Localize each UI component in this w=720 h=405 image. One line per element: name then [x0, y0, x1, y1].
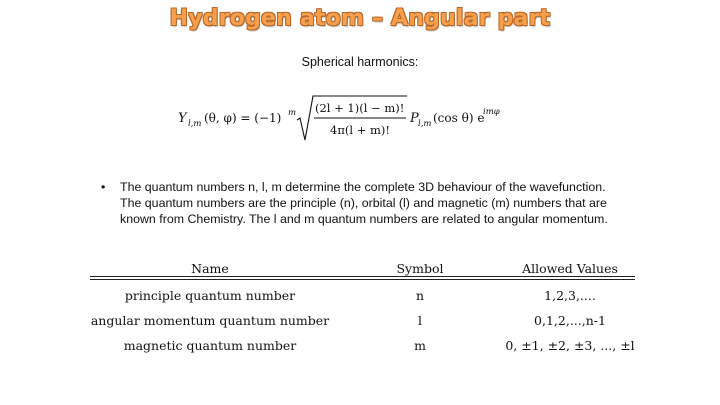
row-symbol: m	[414, 338, 426, 353]
header-allowed-values: Allowed Values	[522, 261, 618, 276]
equation-caption: Spherical harmonics:	[301, 55, 419, 69]
eq-legendre: P	[410, 111, 419, 126]
eq-denominator: 4π(l + m)!	[330, 123, 390, 137]
bullet-line: The quantum numbers n, l, m determine the complete 3D behaviour of the wavefunction.	[120, 180, 606, 194]
header-name: Name	[191, 261, 229, 276]
row-symbol: l	[418, 313, 422, 328]
row-name: principle quantum number	[124, 288, 296, 303]
bullet-line: The quantum numbers are the principle (n), orbital (l) and magnetic (m) numbers that are	[120, 196, 607, 211]
quantum-numbers-bullet	[101, 179, 661, 228]
eq-legendre-sub: l,m	[418, 119, 432, 129]
slide-title: Hydrogen atom – Angular part	[169, 6, 551, 31]
eq-lhs-sub: l,m	[188, 119, 202, 129]
eq-lhs-args: (θ, φ) = (−1)	[204, 111, 282, 125]
header-symbol: Symbol	[396, 261, 444, 276]
table-row	[90, 333, 635, 358]
eq-sign-exp: m	[288, 108, 297, 118]
row-values: 0, ±1, ±2, ±3, ..., ±l	[505, 338, 635, 353]
eq-exp: imφ	[483, 107, 500, 117]
eq-legendre-arg: (cos θ) e	[433, 111, 485, 125]
eq-numerator: (2l + 1)(l − m)!	[315, 101, 405, 115]
row-symbol: n	[415, 288, 425, 303]
eq-lhs: Y	[178, 111, 187, 126]
row-values: 0,1,2,...,n-1	[534, 313, 606, 328]
spherical-harmonics-equation	[178, 82, 508, 152]
row-name: magnetic quantum number	[123, 338, 297, 353]
table-row	[90, 308, 635, 333]
bullet-line: known from Chemistry. The l and m quantum numbers are related to angular momentum.	[120, 212, 608, 227]
row-name: angular momentum quantum number	[90, 313, 330, 328]
table-header-row	[90, 256, 635, 274]
table-row	[90, 283, 635, 308]
table-rule	[90, 276, 635, 277]
quantum-numbers-table	[90, 256, 635, 358]
bullet-marker: •	[101, 180, 106, 194]
table-rule	[90, 279, 635, 280]
row-values: 1,2,3,....	[544, 288, 596, 303]
